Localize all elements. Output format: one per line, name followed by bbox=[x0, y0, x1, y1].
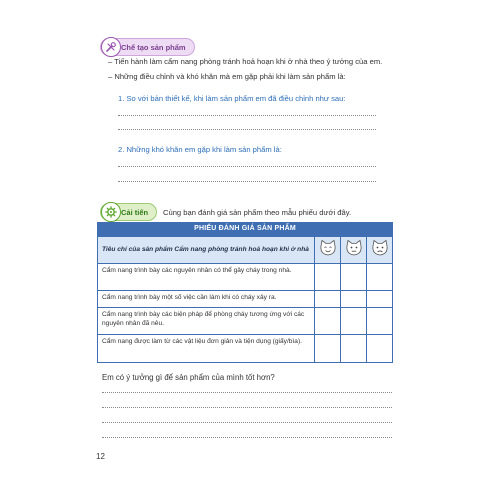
bullet-adjustments: – Những điều chỉnh và khó khăn mà em gặp phải khi làm sản phẩm là: bbox=[108, 72, 346, 81]
criteria-row: Cẩm nang trình bày một số việc cần làm khi có cháy xảy ra. bbox=[98, 291, 315, 308]
rating-cell[interactable] bbox=[367, 264, 393, 291]
criteria-row: Cẩm nang trình bày các biện pháp để phòng cháy tương ứng với các nguyên nhân đã nêu. bbox=[98, 308, 315, 335]
page-number: 12 bbox=[96, 452, 105, 461]
answer-line bbox=[118, 115, 376, 116]
smiling-cat-icon bbox=[318, 239, 338, 257]
rating-cell[interactable] bbox=[367, 308, 393, 335]
make-product-label: Chế tạo sản phẩm bbox=[121, 42, 186, 52]
rating-cell[interactable] bbox=[315, 291, 341, 308]
criteria-header: Tiêu chí của sản phẩm Cẩm nang phòng tránh hoả hoạn khi ở nhà bbox=[98, 237, 315, 264]
rating-cell[interactable] bbox=[315, 308, 341, 335]
rating-cell[interactable] bbox=[341, 264, 367, 291]
question-difficulties: 2. Những khó khăn em gặp khi làm sản phẩm là: bbox=[118, 145, 282, 154]
criteria-row: Cẩm nang trình bày các nguyên nhân có thể gây cháy trong nhà. bbox=[98, 264, 315, 291]
improve-intro: Cùng bạn đánh giá sản phẩm theo mẫu phiếu dưới đây. bbox=[163, 208, 352, 217]
question-adjustments: 1. So với bản thiết kế, khi làm sản phẩm em đã điều chỉnh như sau: bbox=[118, 94, 346, 103]
answer-line bbox=[118, 181, 376, 182]
neutral-cat-icon bbox=[344, 239, 364, 257]
rating-cell[interactable] bbox=[367, 335, 393, 363]
table-title: PHIẾU ĐÁNH GIÁ SẢN PHẨM bbox=[98, 223, 393, 237]
rating-cell[interactable] bbox=[341, 291, 367, 308]
answer-line bbox=[118, 129, 376, 130]
answer-line bbox=[102, 407, 392, 408]
answer-line bbox=[118, 166, 376, 167]
rating-cell[interactable] bbox=[315, 335, 341, 363]
answer-line bbox=[102, 392, 392, 393]
bullet-make-handbook: – Tiến hành làm cẩm nang phòng tránh hoả hoạn khi ở nhà theo ý tưởng của em. bbox=[108, 57, 383, 66]
rating-cell[interactable] bbox=[367, 291, 393, 308]
make-product-tag bbox=[100, 38, 195, 56]
tools-icon bbox=[101, 37, 121, 57]
rating-cell[interactable] bbox=[315, 264, 341, 291]
improvement-question: Em có ý tưởng gì để sản phẩm của mình tốt hơn? bbox=[102, 373, 275, 382]
answer-line bbox=[102, 422, 392, 423]
improve-tag bbox=[100, 203, 157, 221]
rating-cell[interactable] bbox=[341, 308, 367, 335]
improve-label: Cải tiến bbox=[121, 207, 149, 217]
evaluation-table bbox=[97, 222, 393, 363]
sad-cat-icon bbox=[370, 239, 390, 257]
criteria-row: Cẩm nang được làm từ các vật liệu đơn giản và tiện dụng (giấy/bìa). bbox=[98, 335, 315, 363]
rating-cell[interactable] bbox=[341, 335, 367, 363]
gear-icon bbox=[101, 202, 121, 222]
answer-line bbox=[102, 437, 392, 438]
